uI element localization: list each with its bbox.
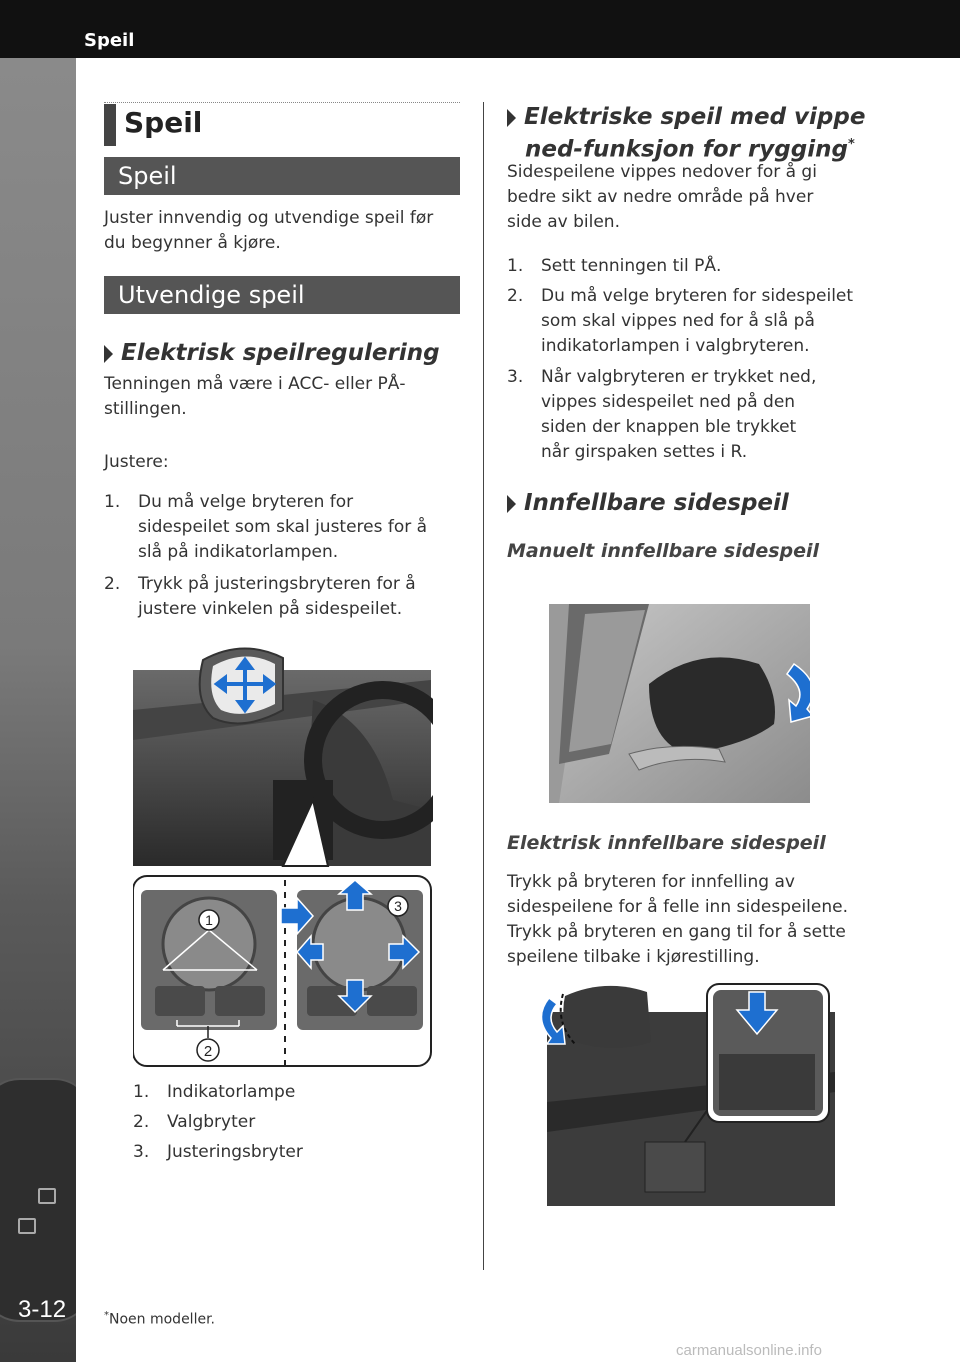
text-line: vippes sidespeilet ned på den	[541, 392, 796, 412]
legend-label: Justeringsbryter	[167, 1142, 303, 1162]
subheading-innfellbare	[507, 490, 789, 516]
dotted-rule	[104, 102, 460, 103]
text-line: Trykk på bryteren for innfelling av	[507, 872, 795, 892]
text-line: sidespeilet som skal justeres for å	[138, 517, 428, 537]
text-line: når girspaken settes i R.	[541, 442, 748, 462]
subheading-text: Innfellbare sidespeil	[524, 490, 789, 516]
text-line: slå på indikatorlampen.	[138, 542, 339, 562]
footnote-mark: *	[104, 1310, 109, 1321]
text-line: justere vinkelen på sidespeilet.	[138, 599, 403, 619]
subheading-text: ned-funksjon for rygging	[525, 136, 848, 163]
triangle-marker-icon	[507, 109, 516, 127]
running-header	[0, 0, 960, 58]
callout-label: 2	[203, 1043, 213, 1060]
text-line: sidespeilene for å felle inn sidespeilene.	[507, 897, 848, 917]
text-line: Trykk på bryteren en gang til for å sette	[507, 922, 846, 942]
text-line: siden der knappen ble trykket	[541, 417, 797, 437]
elektrisk-fold-body	[507, 870, 848, 970]
list-item	[104, 572, 460, 627]
subsubheading-elektrisk: Elektrisk innfellbare sidespeil	[507, 832, 826, 854]
subheading-text: Elektriske speil med vippe	[524, 104, 866, 130]
text-line: speilene tilbake i kjørestilling.	[507, 947, 760, 967]
electric-fold-mirror-illustration	[535, 982, 835, 1206]
list-item	[507, 284, 877, 362]
list-item	[104, 490, 460, 570]
watermark: carmanualsonline.info	[676, 1342, 822, 1359]
section-bar-speil	[104, 157, 460, 195]
callout-label: 1	[205, 912, 213, 928]
page-number: 3-12	[18, 1296, 67, 1323]
item-number: 2.	[507, 286, 524, 306]
subsubheading-manuelt: Manuelt innfellbare sidespeil	[507, 540, 820, 562]
text-line: Juster innvendig og utvendige speil før	[104, 208, 434, 228]
side-photo-strip	[0, 58, 76, 1362]
text-line: Du må velge bryteren for	[138, 492, 354, 512]
text-line: Sett tenningen til PÅ.	[541, 256, 722, 276]
mirror-adjust-illustration	[133, 640, 433, 1070]
subheading-text: Elektrisk speilregulering	[121, 340, 440, 366]
footnote	[104, 1310, 215, 1328]
speil-body	[104, 206, 433, 256]
adjust-label: Justere:	[104, 452, 169, 472]
item-number: 3.	[133, 1142, 150, 1162]
item-number: 2.	[104, 574, 121, 594]
text-line: bedre sikt av nedre område på hver	[507, 187, 814, 207]
lock-icon	[38, 1188, 56, 1204]
list-item	[507, 365, 877, 467]
text-line: Tenningen må være i ACC- eller PÅ-	[104, 374, 406, 394]
chapter-bar	[104, 104, 116, 146]
item-number: 1.	[104, 492, 121, 512]
lock-icon	[18, 1218, 36, 1234]
text-line: indikatorlampen i valgbryteren.	[541, 336, 810, 356]
running-title: Speil	[84, 30, 135, 51]
subheading-elektrisk	[104, 340, 440, 366]
item-number: 2.	[133, 1112, 150, 1132]
elektrisk-intro	[104, 372, 406, 422]
item-number: 1.	[507, 256, 524, 276]
text-line: Du må velge bryteren for sidespeilet	[541, 286, 854, 306]
legend-item	[133, 1110, 433, 1135]
text-line: du begynner å kjøre.	[104, 233, 281, 253]
legend-item	[133, 1080, 433, 1105]
item-number: 1.	[133, 1082, 150, 1102]
section-title: Utvendige speil	[118, 281, 305, 309]
section-title: Speil	[118, 162, 177, 190]
callout-label: 3	[394, 898, 402, 914]
manual-fold-mirror-illustration	[549, 604, 810, 803]
text-line: som skal vippes ned for å slå på	[541, 311, 815, 331]
triangle-marker-icon	[104, 345, 113, 363]
footnote-mark: *	[847, 137, 855, 152]
footnote-text: Noen modeller.	[109, 1311, 215, 1328]
triangle-marker-icon	[507, 495, 516, 513]
text-line: side av bilen.	[507, 212, 620, 232]
text-line: Når valgbryteren er trykket ned,	[541, 367, 817, 387]
legend-label: Valgbryter	[167, 1112, 256, 1132]
chapter-title: Speil	[124, 106, 203, 139]
vippe-intro	[507, 160, 817, 235]
text-line: stillingen.	[104, 399, 187, 419]
text-line: Sidespeilene vippes nedover for å gi	[507, 162, 817, 182]
legend-label: Indikatorlampe	[167, 1082, 296, 1102]
column-divider	[483, 102, 484, 1270]
section-bar-utvendige	[104, 276, 460, 314]
item-number: 3.	[507, 367, 524, 387]
list-item	[507, 254, 877, 279]
text-line: Trykk på justeringsbryteren for å	[138, 574, 416, 594]
legend-item	[133, 1140, 433, 1165]
subheading-vippe	[507, 104, 865, 164]
